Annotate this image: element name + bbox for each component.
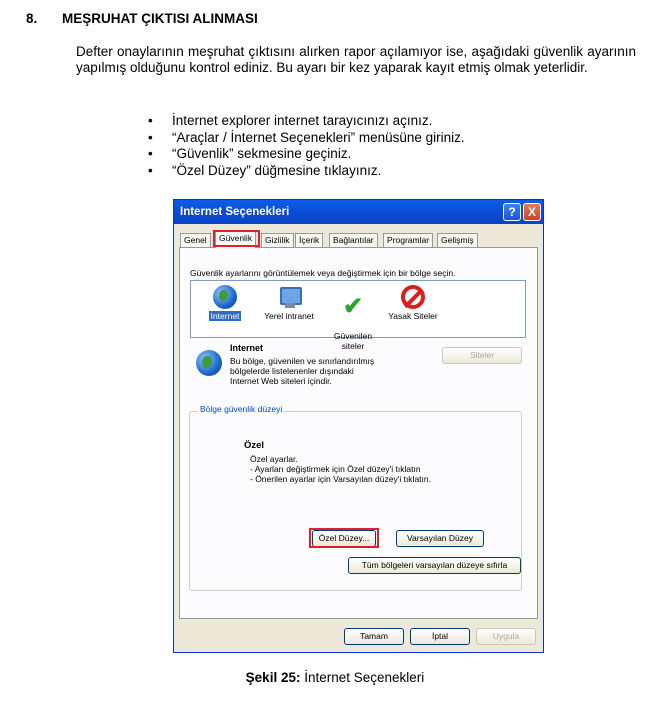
security-level-description <box>250 454 431 484</box>
figure-caption <box>0 670 670 685</box>
section-heading <box>26 11 258 26</box>
zone-label: Güvenilen siteler <box>333 331 373 351</box>
caption-label: Şekil 25: <box>245 670 301 685</box>
tab-programs[interactable]: Programlar <box>383 233 433 247</box>
step-item: • İnternet explorer internet tarayıcınızı açınız. <box>146 113 465 130</box>
intro-paragraph: Defter onaylarının meşruhat çıktısını alırken rapor açılamıyor ise, aşağıdaki güvenlik ayarının yapılmış olduğunu kontrol ediniz. Bu ayarı bir kez yaparak kayıt etmiş olmak yeterlidir. <box>76 44 636 75</box>
zone-label: Yasak Siteler <box>388 311 438 321</box>
zone-restricted-sites[interactable] <box>383 285 443 321</box>
zone-description <box>230 356 400 386</box>
tab-advanced[interactable]: Gelişmiş <box>437 233 478 247</box>
step-item: • “Özel Düzey” düğmesine tıklayınız. <box>146 163 465 180</box>
level-line: - Önerilen ayarlar için Varsayılan düzey'i tıklatın. <box>250 474 431 484</box>
level-line: - Ayarları değiştirmek için Özel düzey'i tıklatın <box>250 464 421 474</box>
step-item: • “Araçlar / İnternet Seçenekleri” menüsüne giriniz. <box>146 130 465 147</box>
no-entry-icon <box>401 285 425 309</box>
security-tab-highlight <box>213 230 260 247</box>
sites-button[interactable]: Siteler <box>442 347 522 364</box>
tab-connections[interactable]: Bağlantılar <box>329 233 378 247</box>
zone-title: Internet <box>230 343 264 353</box>
tab-general[interactable]: Genel <box>180 233 211 247</box>
help-button[interactable]: ? <box>503 203 521 221</box>
globe-icon <box>213 285 237 309</box>
section-number: 8. <box>26 11 38 26</box>
ok-button[interactable]: Tamam <box>344 628 404 645</box>
zone-description-line: Bu bölge, güvenilen ve sınırlandırılmış <box>230 356 375 366</box>
intranet-icon <box>276 285 302 309</box>
custom-level-highlight <box>309 528 379 548</box>
custom-level-button[interactable]: Özel Düzey... <box>312 530 376 547</box>
zone-internet[interactable] <box>201 285 249 321</box>
caption-text: İnternet Seçenekleri <box>304 670 425 685</box>
dialog-titlebar <box>174 200 543 224</box>
default-level-button[interactable]: Varsayılan Düzey <box>396 530 484 547</box>
zone-description-line: Internet Web siteleri içindir. <box>230 376 332 386</box>
tab-content[interactable]: İçerik <box>295 233 323 247</box>
step-list <box>146 113 465 179</box>
section-title: MEŞRUHAT ÇIKTISI ALINMASI <box>62 11 258 26</box>
zone-selector <box>190 280 526 351</box>
zone-label: Yerel intranet <box>264 311 314 321</box>
zone-prompt: Güvenlik ayarlarını görüntülemek veya değiştirmek için bir bölge seçin. <box>190 268 456 278</box>
apply-button[interactable]: Uygula <box>476 628 536 645</box>
reset-all-zones-button[interactable]: Tüm bölgeleri varsayılan düzeye sıfırla <box>348 557 521 574</box>
zone-description-line: bölgelerde listelenenler dışındaki <box>230 366 354 376</box>
internet-options-dialog <box>173 199 544 653</box>
step-item: • “Güvenlik” sekmesine geçiniz. <box>146 146 465 163</box>
zone-trusted-sites[interactable] <box>329 285 377 351</box>
security-level-title: Özel <box>244 440 265 451</box>
close-button[interactable]: X <box>523 203 541 221</box>
dialog-title: Internet Seçenekleri <box>180 206 290 218</box>
cancel-button[interactable]: İptal <box>410 628 470 645</box>
zone-local-intranet[interactable] <box>257 285 321 321</box>
tab-privacy[interactable]: Gizlilik <box>261 233 294 247</box>
checkmark-icon: ✔ <box>342 293 364 320</box>
zone-label: Internet <box>210 311 240 321</box>
tab-security[interactable]: Güvenlik <box>215 231 256 248</box>
zone-globe-icon <box>196 350 222 376</box>
level-line: Özel ayarlar. <box>250 454 298 464</box>
security-level-group-title: Bölge güvenlik düzeyi <box>200 404 283 414</box>
